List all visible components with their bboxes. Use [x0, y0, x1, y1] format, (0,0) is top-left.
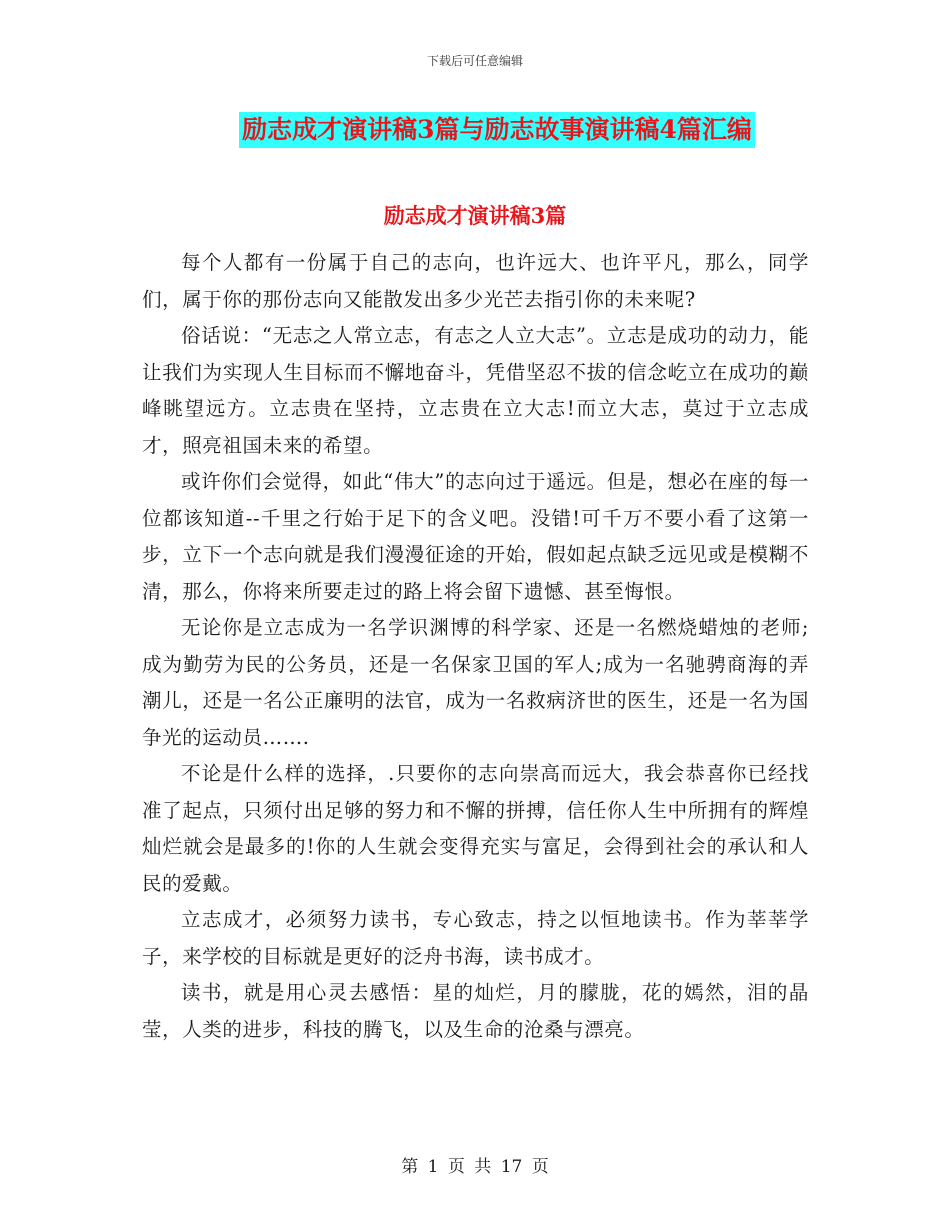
- header-note: 下载后可任意编辑: [426, 54, 523, 68]
- page-number-footer: 第 1 页 共 17 页: [401, 1157, 549, 1177]
- paragraph: 无论你是立志成为一名学识渊博的科学家、还是一名燃烧蜡烛的老师;成为勤劳为民的公务员，还是一名保家卫国的军人;成为一名驰骋商海的弄潮儿，还是一名公正廉明的法官，成为一名救病济世的医生，还是一名为国争光的运动员…….: [142, 616, 809, 749]
- main-title: 励志成才演讲稿3篇与励志故事演讲稿4篇汇编: [239, 112, 755, 148]
- paragraph: 立志成才，必须努力读书，专心致志，持之以恒地读书。作为莘莘学子，来学校的目标就是更好的泛舟书海，读书成才。: [142, 908, 809, 968]
- paragraph: 读书，就是用心灵去感悟：星的灿烂，月的朦胧，花的嫣然，泪的晶莹，人类的进步，科技的腾飞，以及生命的沧桑与漂亮。: [142, 981, 809, 1041]
- section-title: 励志成才演讲稿3篇: [383, 203, 567, 228]
- paragraph: 每个人都有一份属于自己的志向，也许远大、也许平凡，那么，同学们，属于你的那份志向又能散发出多少光芒去指引你的未来呢?: [142, 251, 809, 311]
- main-title-container: [0, 112, 950, 148]
- paragraph: 俗话说：“无志之人常立志，有志之人立大志”。立志是成功的动力，能让我们为实现人生目标而不懈地奋斗，凭借坚忍不拔的信念屹立在成功的巅峰眺望远方。立志贵在坚持，立志贵在立大志!而立大志，莫过于立志成才，照亮祖国未来的希望。: [142, 324, 809, 457]
- paragraph: 不论是什么样的选择，.只要你的志向崇高而远大，我会恭喜你已经找准了起点，只须付出足够的努力和不懈的拼搏，信任你人生中所拥有的辉煌灿烂就会是最多的!你的人生就会变得充实与富足，会得到社会的承认和人民的爱戴。: [142, 762, 809, 895]
- body-text: [142, 245, 809, 1048]
- paragraph: 或许你们会觉得，如此“伟大”的志向过于遥远。但是，想必在座的每一位都该知道--千里之行始于足下的含义吧。没错!可千万不要小看了这第一步，立下一个志向就是我们漫漫征途的开始，假如起点缺乏远见或是模糊不清，那么，你将来所要走过的路上将会留下遗憾、甚至悔恨。: [142, 470, 809, 603]
